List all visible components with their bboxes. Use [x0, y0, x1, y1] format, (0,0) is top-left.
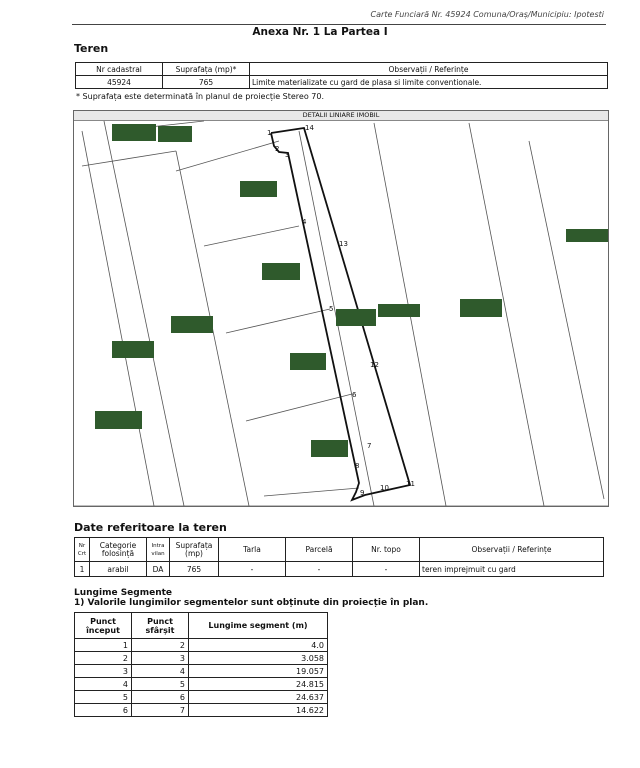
point-label-2: 2	[275, 145, 280, 153]
col-nr-topo: Nr. topo	[353, 538, 420, 562]
col-observatii: Observații / Referințe	[250, 63, 608, 76]
col-categorie: Categorie folosință	[90, 538, 147, 562]
point-label-13: 13	[339, 240, 348, 248]
cell-end: 3	[132, 652, 189, 665]
cell-tarla: -	[219, 562, 286, 577]
date-teren-heading: Date referitoare la teren	[74, 521, 227, 534]
table-row	[75, 562, 604, 577]
col-intravilan: Intra vilan	[147, 538, 170, 562]
col-suprafata: Suprafața (mp)*	[163, 63, 250, 76]
point-label-9: 9	[360, 489, 365, 497]
point-label-5: 5	[329, 305, 334, 313]
teren-heading: Teren	[74, 42, 109, 55]
cell-suprafata-teren: 765	[170, 562, 219, 577]
point-label-4: 4	[302, 218, 307, 226]
point-label-7: 7	[367, 442, 372, 450]
carte-header: Carte Funciară Nr. 45924 Comuna/Oraș/Municipiu: Ipotesti	[370, 10, 604, 19]
point-label-6: 6	[352, 391, 357, 399]
cell-start: 1	[75, 639, 132, 652]
lungime-subheading: 1) Valorile lungimilor segmentelor sunt obținute din proiecție în plan.	[74, 598, 429, 608]
cell-length: 4.0	[189, 639, 328, 652]
cell-start: 6	[75, 704, 132, 717]
point-label-12: 12	[370, 361, 379, 369]
cell-end: 5	[132, 678, 189, 691]
cell-intravilan: DA	[147, 562, 170, 577]
cell-nr-crt: 1	[75, 562, 90, 577]
teren-table	[75, 62, 608, 89]
point-label-11: 11	[406, 480, 415, 488]
table-row	[76, 76, 608, 89]
table-row	[75, 665, 328, 678]
cell-start: 4	[75, 678, 132, 691]
cell-length: 14.622	[189, 704, 328, 717]
cell-end: 6	[132, 691, 189, 704]
table-row	[75, 652, 328, 665]
point-label-3: 3	[285, 151, 290, 159]
col-punct-sfarsit: Punct sfârșit	[132, 613, 189, 639]
col-parcela: Parcelă	[286, 538, 353, 562]
cell-observatii: Limite materializate cu gard de plasa si limite conventionale.	[250, 76, 608, 89]
col-punct-inceput: Punct început	[75, 613, 132, 639]
annex-title: Anexa Nr. 1 La Partea I	[252, 26, 388, 38]
col-tarla: Tarla	[219, 538, 286, 562]
cell-suprafata: 765	[163, 76, 250, 89]
cell-nr-cadastral: 45924	[76, 76, 163, 89]
cell-length: 24.637	[189, 691, 328, 704]
parcel-map	[73, 110, 609, 507]
table-row	[75, 691, 328, 704]
cell-start: 3	[75, 665, 132, 678]
cell-end: 4	[132, 665, 189, 678]
surface-note: * Suprafața este determinată în planul de proiecție Stereo 70.	[76, 92, 325, 101]
point-label-8: 8	[355, 462, 360, 470]
lungime-table	[74, 612, 328, 717]
col-suprafata-teren: Suprafața (mp)	[170, 538, 219, 562]
cell-end: 2	[132, 639, 189, 652]
cell-length: 24.815	[189, 678, 328, 691]
parcel-plan-svg	[74, 111, 608, 506]
table-row	[75, 704, 328, 717]
cell-observatii-teren: teren imprejmuit cu gard	[420, 562, 604, 577]
cell-parcela: -	[286, 562, 353, 577]
date-teren-table	[74, 537, 604, 577]
table-row	[75, 678, 328, 691]
col-nr-cadastral: Nr cadastral	[76, 63, 163, 76]
lungime-heading: Lungime Segmente	[74, 588, 173, 598]
map-title: DETALII LINIARE IMOBIL	[74, 111, 608, 121]
header-rule	[72, 24, 606, 25]
point-label-1: 1	[267, 129, 272, 137]
col-lungime-segment: Lungime segment (m)	[189, 613, 328, 639]
table-row	[75, 639, 328, 652]
cell-categorie: arabil	[90, 562, 147, 577]
cell-start: 5	[75, 691, 132, 704]
cell-start: 2	[75, 652, 132, 665]
point-label-10: 10	[380, 484, 389, 492]
cell-length: 19.057	[189, 665, 328, 678]
point-label-14: 14	[305, 124, 314, 132]
cell-length: 3.058	[189, 652, 328, 665]
cell-end: 7	[132, 704, 189, 717]
cell-nr-topo: -	[353, 562, 420, 577]
col-observatii-teren: Observații / Referințe	[420, 538, 604, 562]
col-nr-crt: Nr Crt	[75, 538, 90, 562]
